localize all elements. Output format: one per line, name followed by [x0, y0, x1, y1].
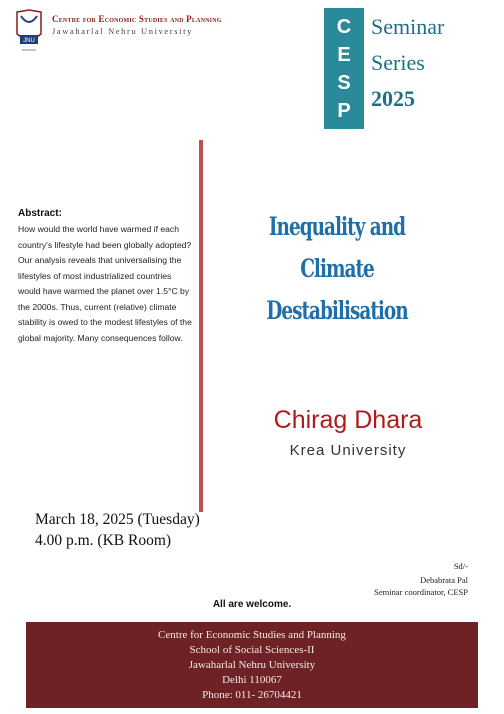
signature-sd: Sd/- — [453, 561, 468, 571]
series-series: Series — [371, 50, 425, 75]
university-name: Jawaharlal Nehru University — [52, 26, 193, 36]
talk-title — [231, 206, 443, 332]
cesp-banner — [324, 8, 364, 129]
series-seminar: Seminar — [371, 14, 445, 39]
cesp-letter-c: C — [336, 16, 352, 38]
signature-name: Debabrata Pal — [420, 575, 468, 585]
abstract-text: How would the world have warmed if each country's lifestyle had been globally adopted? Our analysis reveals that universalising the lifestyles of most industrialized countries would have warmed the planet over 1.5°C by the 2000s. Thus, current (relative) climate stability is owed to the modest lifestyles of the global majority. Many consequences follow. — [18, 224, 192, 343]
divider-rule — [199, 140, 203, 512]
event-date: March 18, 2025 (Tuesday) — [35, 511, 200, 528]
jnu-logo-icon — [14, 8, 44, 56]
cesp-letter-p: P — [337, 100, 351, 122]
series-year: 2025 — [371, 86, 415, 111]
abstract-heading: Abstract: — [18, 208, 62, 219]
footer-address — [26, 622, 478, 708]
cesp-letter-s: S — [337, 72, 351, 94]
svg-text:JNU: JNU — [23, 38, 35, 44]
footer-line: Delhi 110067 — [222, 674, 282, 686]
talk-title-line1: Inequality and Climate — [268, 212, 406, 283]
welcome-note: All are welcome. — [212, 599, 292, 610]
footer-line: School of Social Sciences-II — [189, 644, 315, 656]
cesp-letter-e: E — [337, 44, 351, 66]
centre-name: Centre for Economic Studies and Planning — [52, 14, 222, 24]
talk-title-line2: Destabilisation — [266, 296, 408, 325]
speaker-affiliation: Krea University — [289, 442, 407, 459]
event-time: 4.00 p.m. (KB Room) — [35, 532, 172, 549]
speaker-name: Chirag Dhara — [273, 406, 423, 434]
signature-role: Seminar coordinator, CESP — [374, 587, 468, 597]
footer-line: Centre for Economic Studies and Planning — [158, 629, 346, 641]
footer-line: Phone: 011- 26704421 — [202, 689, 302, 701]
footer-line: Jawaharlal Nehru University — [188, 659, 316, 671]
